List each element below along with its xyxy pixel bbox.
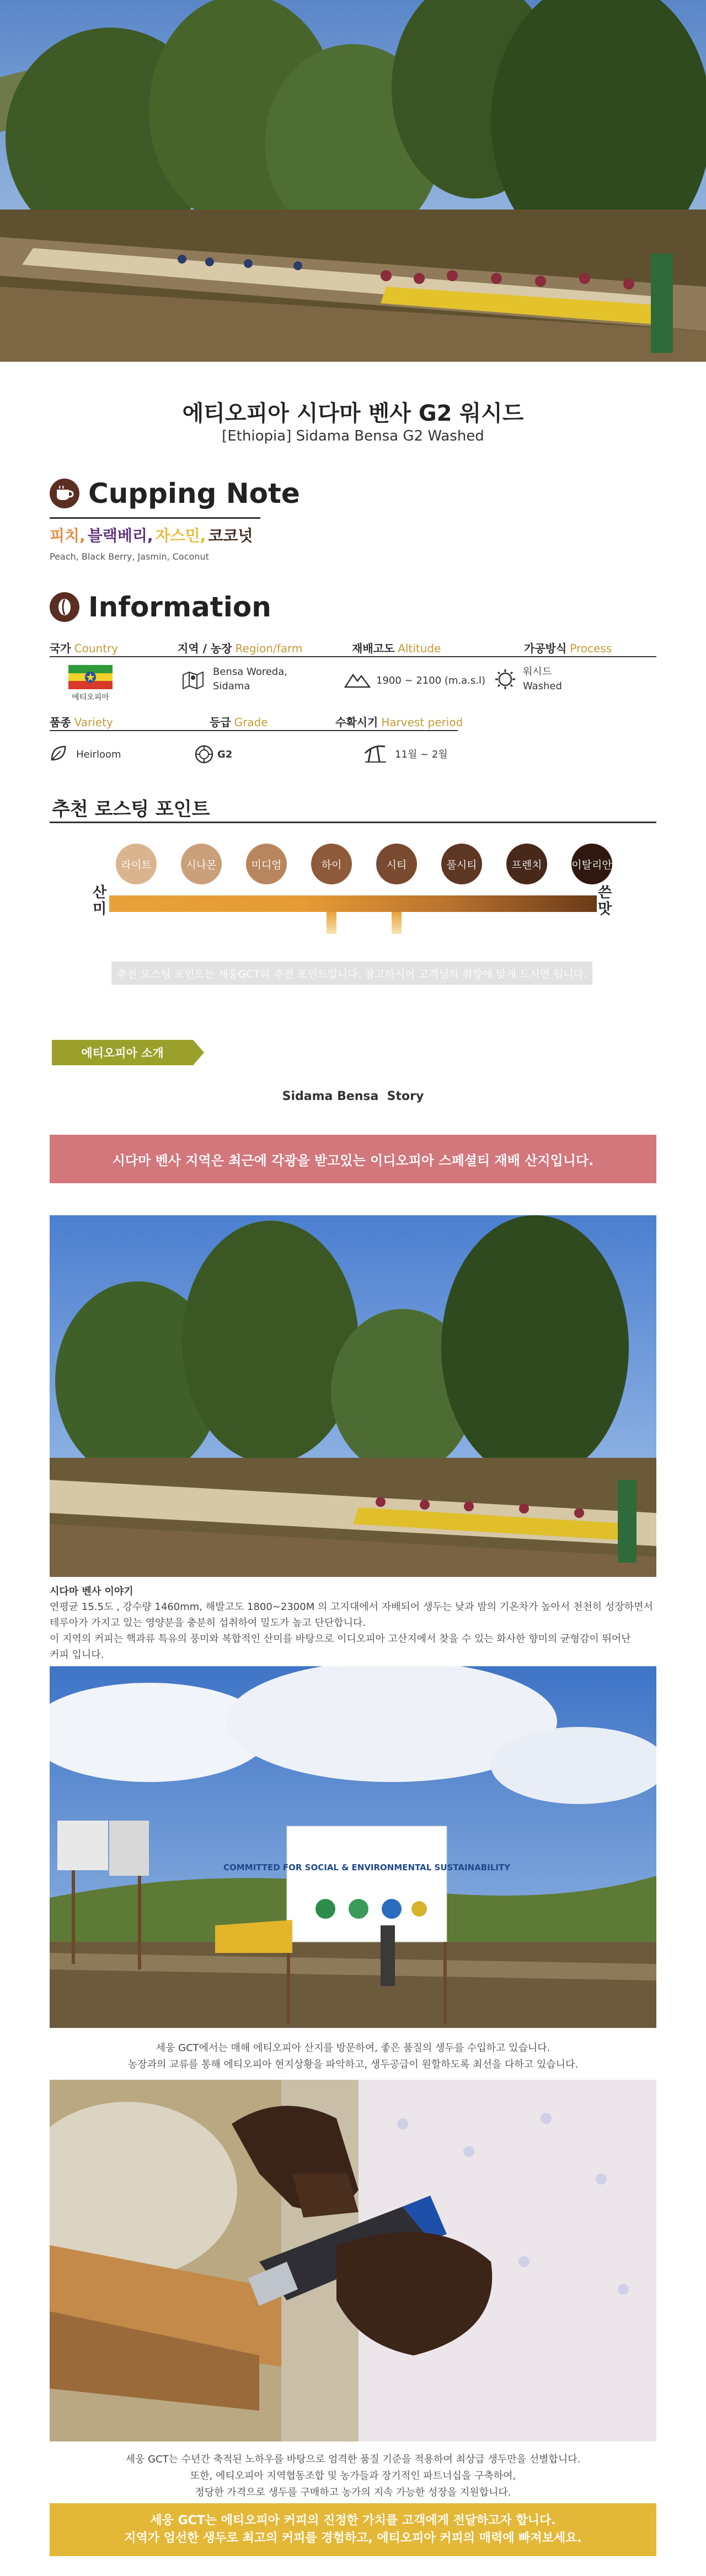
roast-level-6: 풀시티 bbox=[441, 844, 482, 884]
caption-1: 세웅 GCT에서는 매해 에티오피아 산지를 방문하여, 좋은 품질의 생두를 수입하고 있습니다. 농장과의 교류를 통해 에티오피아 현지상황을 파악하고, 생두공급이 원할하도록 최선을 다하고 있습니다. bbox=[127, 2042, 579, 2070]
flavor-jasmin: 자스민, bbox=[155, 527, 206, 545]
variety-value: Heirloom bbox=[76, 749, 121, 760]
cupping-heading bbox=[50, 477, 300, 509]
roast-level-8: 이탈리안 bbox=[571, 844, 612, 884]
map-icon bbox=[182, 669, 204, 691]
story-banner-text: 시다마 벤사 지역은 최근에 각광을 받고있는 이디오피아 스페셜티 재배 산지입니다. bbox=[112, 1152, 594, 1168]
harvest-value: 11월 ~ 2월 bbox=[395, 749, 448, 760]
country-value: 에티오피아 bbox=[72, 693, 109, 702]
ethiopia-flag-icon bbox=[68, 665, 113, 689]
story-subtitle: Sidama Bensa Story bbox=[282, 1090, 424, 1103]
roast-level-5: 시티 bbox=[376, 844, 417, 884]
story-line-2: 테루아가 가지고 있는 영양분을 충분히 섭취하여 밀도가 높고 단단합니다. bbox=[50, 1617, 366, 1629]
roast-gradient-bar bbox=[109, 895, 597, 912]
grade-value: G2 bbox=[217, 749, 233, 760]
harvest-icon bbox=[363, 742, 388, 766]
story-banner bbox=[50, 1135, 656, 1183]
cupping-rule bbox=[50, 517, 260, 519]
story-photo-sustainability-banner bbox=[50, 1666, 656, 2028]
story-photo-drying-beds bbox=[50, 1215, 656, 1577]
grade-label: 등급 Grade bbox=[210, 716, 268, 729]
info-rule-1 bbox=[50, 656, 656, 657]
harvest-label: 수확시기 Harvest period bbox=[335, 716, 463, 729]
roast-level-7: 프렌치 bbox=[506, 844, 547, 884]
region-label: 지역 / 농장 Region/farm bbox=[178, 642, 303, 655]
information-heading bbox=[50, 591, 271, 623]
story-line-3: 이 지역의 커피는 핵과류 특유의 풍미와 복합적인 산미를 바탕으로 이디오피아 고산지에서 찾을 수 있는 화사한 향미의 균형감이 뛰어난 bbox=[50, 1633, 631, 1645]
altitude-value: 1900 ~ 2100 (m.a.s.l) bbox=[376, 675, 486, 686]
roasting-note: 추천 로스팅 포인트는 세웅GCT의 추천 포인트입니다. 참고하시어 고객님의 취향에 맞게 드시면 됩니다. bbox=[111, 962, 592, 985]
cupping-heading-text: Cupping Note bbox=[88, 477, 300, 509]
bitterness-label: 쓴맛 bbox=[598, 884, 612, 917]
story-body bbox=[50, 1599, 656, 1663]
flavor-notes bbox=[50, 524, 253, 546]
product-title-ko: 에티오피아 시다마 벤사 G2 워시드 bbox=[182, 401, 524, 426]
country-label: 국가 Country bbox=[50, 642, 119, 655]
footer-line-1: 세웅 GCT는 에티오피아 커피의 진정한 가치를 고객에게 전달하고자 합니다. bbox=[150, 2514, 556, 2527]
hero-photo bbox=[0, 0, 706, 362]
roast-level-4: 하이 bbox=[311, 844, 352, 884]
coffee-bean-icon bbox=[50, 592, 79, 622]
grade-icon bbox=[194, 744, 214, 766]
footer-line-2: 지역가 엄선한 생두로 최고의 커피를 경험하고, 에티오피아 커피의 매력에 빠져보세요. bbox=[124, 2531, 582, 2545]
leaf-icon bbox=[49, 743, 68, 765]
process-icon bbox=[494, 668, 516, 693]
acidity-label: 산미 bbox=[93, 884, 107, 917]
story-tag bbox=[52, 1040, 204, 1065]
process-value: 워시드 Washed bbox=[523, 666, 562, 692]
variety-label: 품종 Variety bbox=[50, 716, 113, 729]
banner-photo-text: COMMITTED FOR SOCIAL & ENVIRONMENTAL SUSTAINABILITY bbox=[223, 1863, 511, 1872]
footer-banner bbox=[50, 2503, 656, 2556]
info-rule-2 bbox=[50, 730, 458, 731]
recommended-range-band bbox=[326, 912, 402, 934]
story-tag-text: 에티오피아 소개 bbox=[81, 1046, 164, 1060]
process-label: 가공방식 Process bbox=[524, 642, 612, 655]
roasting-heading: 추천 로스팅 포인트 bbox=[52, 798, 210, 820]
flavor-peach: 피치, bbox=[50, 527, 85, 545]
roast-level-2: 시나몬 bbox=[181, 844, 222, 884]
story-photo-refractometer bbox=[50, 2080, 656, 2441]
roast-level-3: 미디엄 bbox=[246, 844, 287, 884]
flavor-notes-en: Peach, Black Berry, Jasmin, Coconut bbox=[50, 551, 209, 562]
recommended-marker-1 bbox=[327, 912, 336, 934]
flavor-coconut: 코코넛 bbox=[208, 527, 253, 545]
story-title: 시다마 벤사 이야기 bbox=[50, 1586, 133, 1597]
information-heading-text: Information bbox=[88, 591, 271, 623]
story-line-1: 연평균 15.5도 , 강수량 1460mm, 해발고도 1800~2300M 의 고지대에서 자배되어 생두는 낮과 밤의 기온차가 높아서 천천히 성장하면서 bbox=[50, 1601, 653, 1613]
roasting-rule bbox=[50, 822, 656, 823]
recommended-marker-2 bbox=[392, 912, 402, 934]
roast-level-1: 라이트 bbox=[116, 844, 157, 884]
product-title-en: [Ethiopia] Sidama Bensa G2 Washed bbox=[222, 428, 484, 444]
altitude-label: 재배고도 Altitude bbox=[352, 642, 441, 655]
caption-2: 세웅 GCT는 수년간 축적된 노하우를 바탕으로 엄격한 품질 기준을 적용하여 최상급 생두만을 선별합니다. 또한, 에티오피아 지역협동조합 및 농가들과 장기적인 파트너십을 구축하여, 정당한 가격으로 생두를 구매하고 농가의 지속 가능한 성장을 지원합니다. bbox=[125, 2454, 581, 2498]
cup-icon bbox=[50, 479, 79, 508]
flavor-blackberry: 블랙베리, bbox=[87, 527, 153, 545]
story-line-4: 커피 입니다. bbox=[50, 1649, 104, 1661]
mountain-icon bbox=[344, 670, 371, 690]
region-value: Bensa Woreda, Sidama bbox=[213, 666, 287, 692]
